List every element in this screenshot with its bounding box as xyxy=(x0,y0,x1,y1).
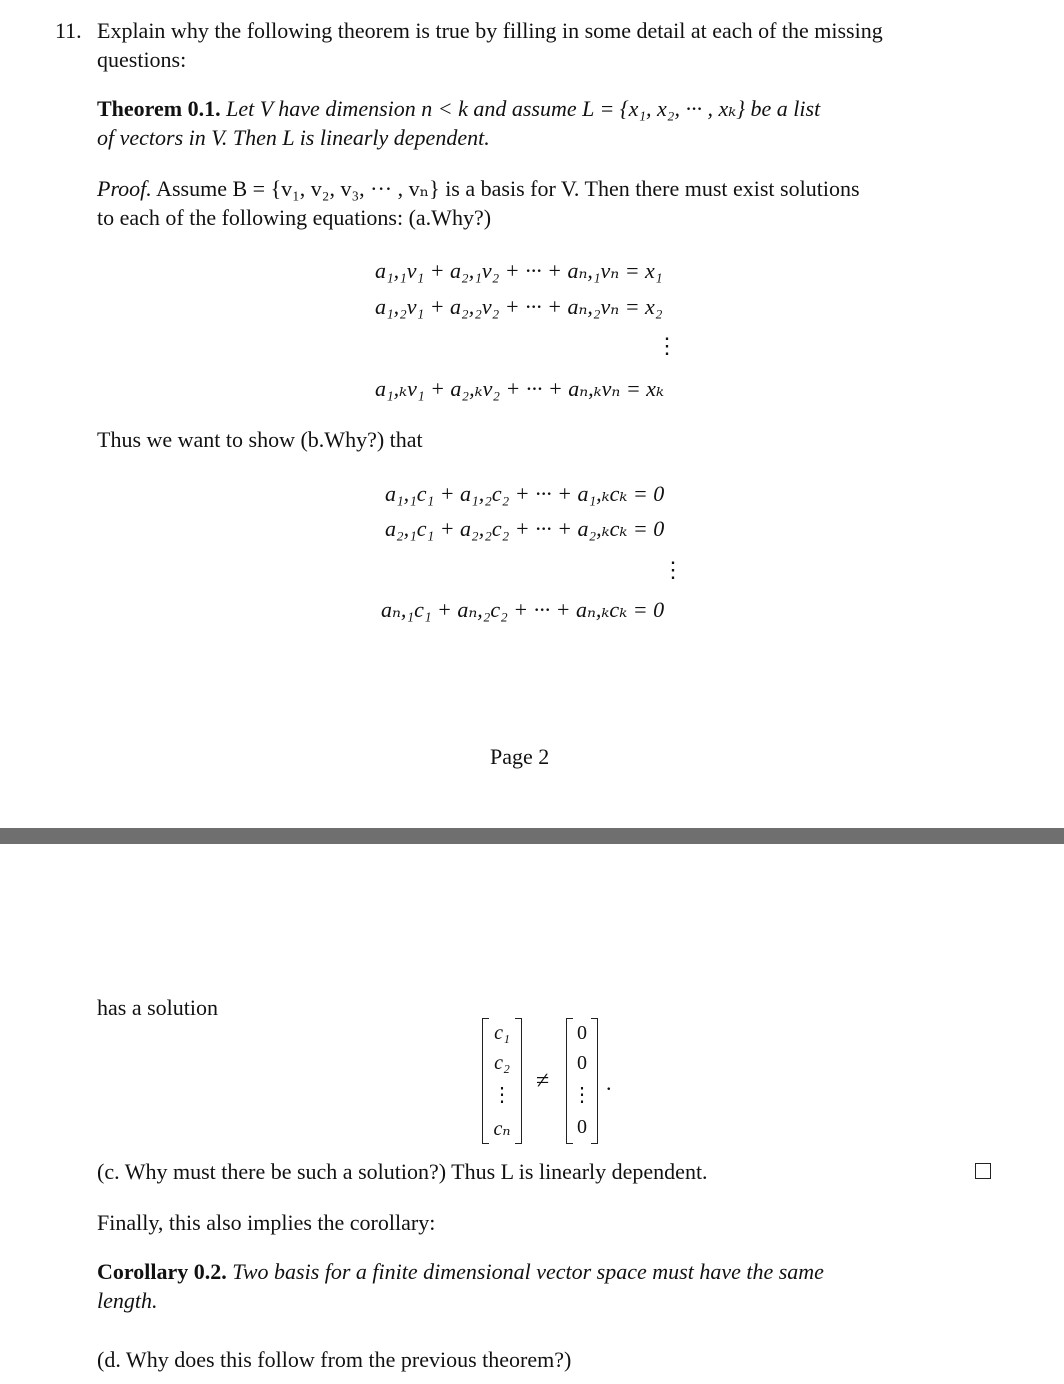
vector-entry: 0 xyxy=(577,1116,587,1138)
problem-intro-cont: questions: xyxy=(97,47,187,72)
qed-box xyxy=(975,1163,991,1179)
corollary-line1: Two basis for a finite dimensional vector space must have the same xyxy=(232,1259,824,1284)
vector-entry: ⋮ xyxy=(572,1084,592,1106)
vector-entry: c₁ xyxy=(494,1022,510,1044)
equation-2-1: a₁,₁c₁ + a₁,₂c₂ + ··· + a₁,ₖcₖ = 0 xyxy=(385,481,665,506)
problem-intro: Explain why the following theorem is true by filling in some detail at each of the missing xyxy=(97,18,883,43)
equation-1-k: a₁,ₖv₁ + a₂,ₖv₂ + ··· + aₙ,ₖvₙ = xₖ xyxy=(375,376,664,401)
equation-1-2: a₁,₂v₁ + a₂,₂v₂ + ··· + aₙ,₂vₙ = x₂ xyxy=(375,294,663,319)
zero-vector xyxy=(566,1018,598,1144)
proof-label: Proof. xyxy=(97,176,152,201)
page-label: Page 2 xyxy=(490,744,550,769)
vdots-2: ⋮ xyxy=(662,557,684,582)
proof-line1: Assume B = {v₁, v₂, v₃, ··· , vₙ} is a basis for V. Then there must exist solutions xyxy=(156,176,860,201)
finally-text: Finally, this also implies the corollary: xyxy=(97,1210,436,1235)
proof-line2: to each of the following equations: (a.Why?) xyxy=(97,205,492,230)
part-d: (d. Why does this follow from the previous theorem?) xyxy=(97,1347,572,1372)
theorem-line1: Let V have dimension n < k and assume L = {x₁, x₂, ··· , xₖ} be a list xyxy=(226,96,821,121)
vdots-1: ⋮ xyxy=(656,333,678,358)
column-vector-c xyxy=(482,1018,522,1144)
solution-text: has a solution xyxy=(97,995,218,1020)
vector-entry: cₙ xyxy=(493,1118,511,1140)
not-equal-sign: ≠ xyxy=(536,1068,550,1094)
vector-entry: c₂ xyxy=(494,1052,510,1074)
theorem xyxy=(97,96,820,122)
equation-2-n: aₙ,₁c₁ + aₙ,₂c₂ + ··· + aₙ,ₖcₖ = 0 xyxy=(381,597,665,622)
theorem-line2: of vectors in V. Then L is linearly dependent. xyxy=(97,125,490,150)
vector-entry: 0 xyxy=(577,1052,587,1074)
vector-entry: ⋮ xyxy=(492,1084,512,1106)
equation-1-1: a₁,₁v₁ + a₂,₁v₂ + ··· + aₙ,₁vₙ = x₁ xyxy=(375,258,663,283)
corollary xyxy=(97,1259,824,1285)
part-c: (c. Why must there be such a solution?) Thus L is linearly dependent. xyxy=(97,1159,708,1184)
corollary-label: Corollary 0.2. xyxy=(97,1259,227,1284)
want-text: Thus we want to show (b.Why?) that xyxy=(97,427,423,452)
proof xyxy=(97,176,860,202)
corollary-line2: length. xyxy=(97,1288,158,1313)
theorem-label: Theorem 0.1. xyxy=(97,96,221,121)
page-divider xyxy=(0,828,1064,844)
equation-2-2: a₂,₁c₁ + a₂,₂c₂ + ··· + a₂,ₖcₖ = 0 xyxy=(385,516,665,541)
problem-number: 11. xyxy=(55,18,82,43)
vector-entry: 0 xyxy=(577,1022,587,1044)
period: . xyxy=(606,1070,612,1095)
